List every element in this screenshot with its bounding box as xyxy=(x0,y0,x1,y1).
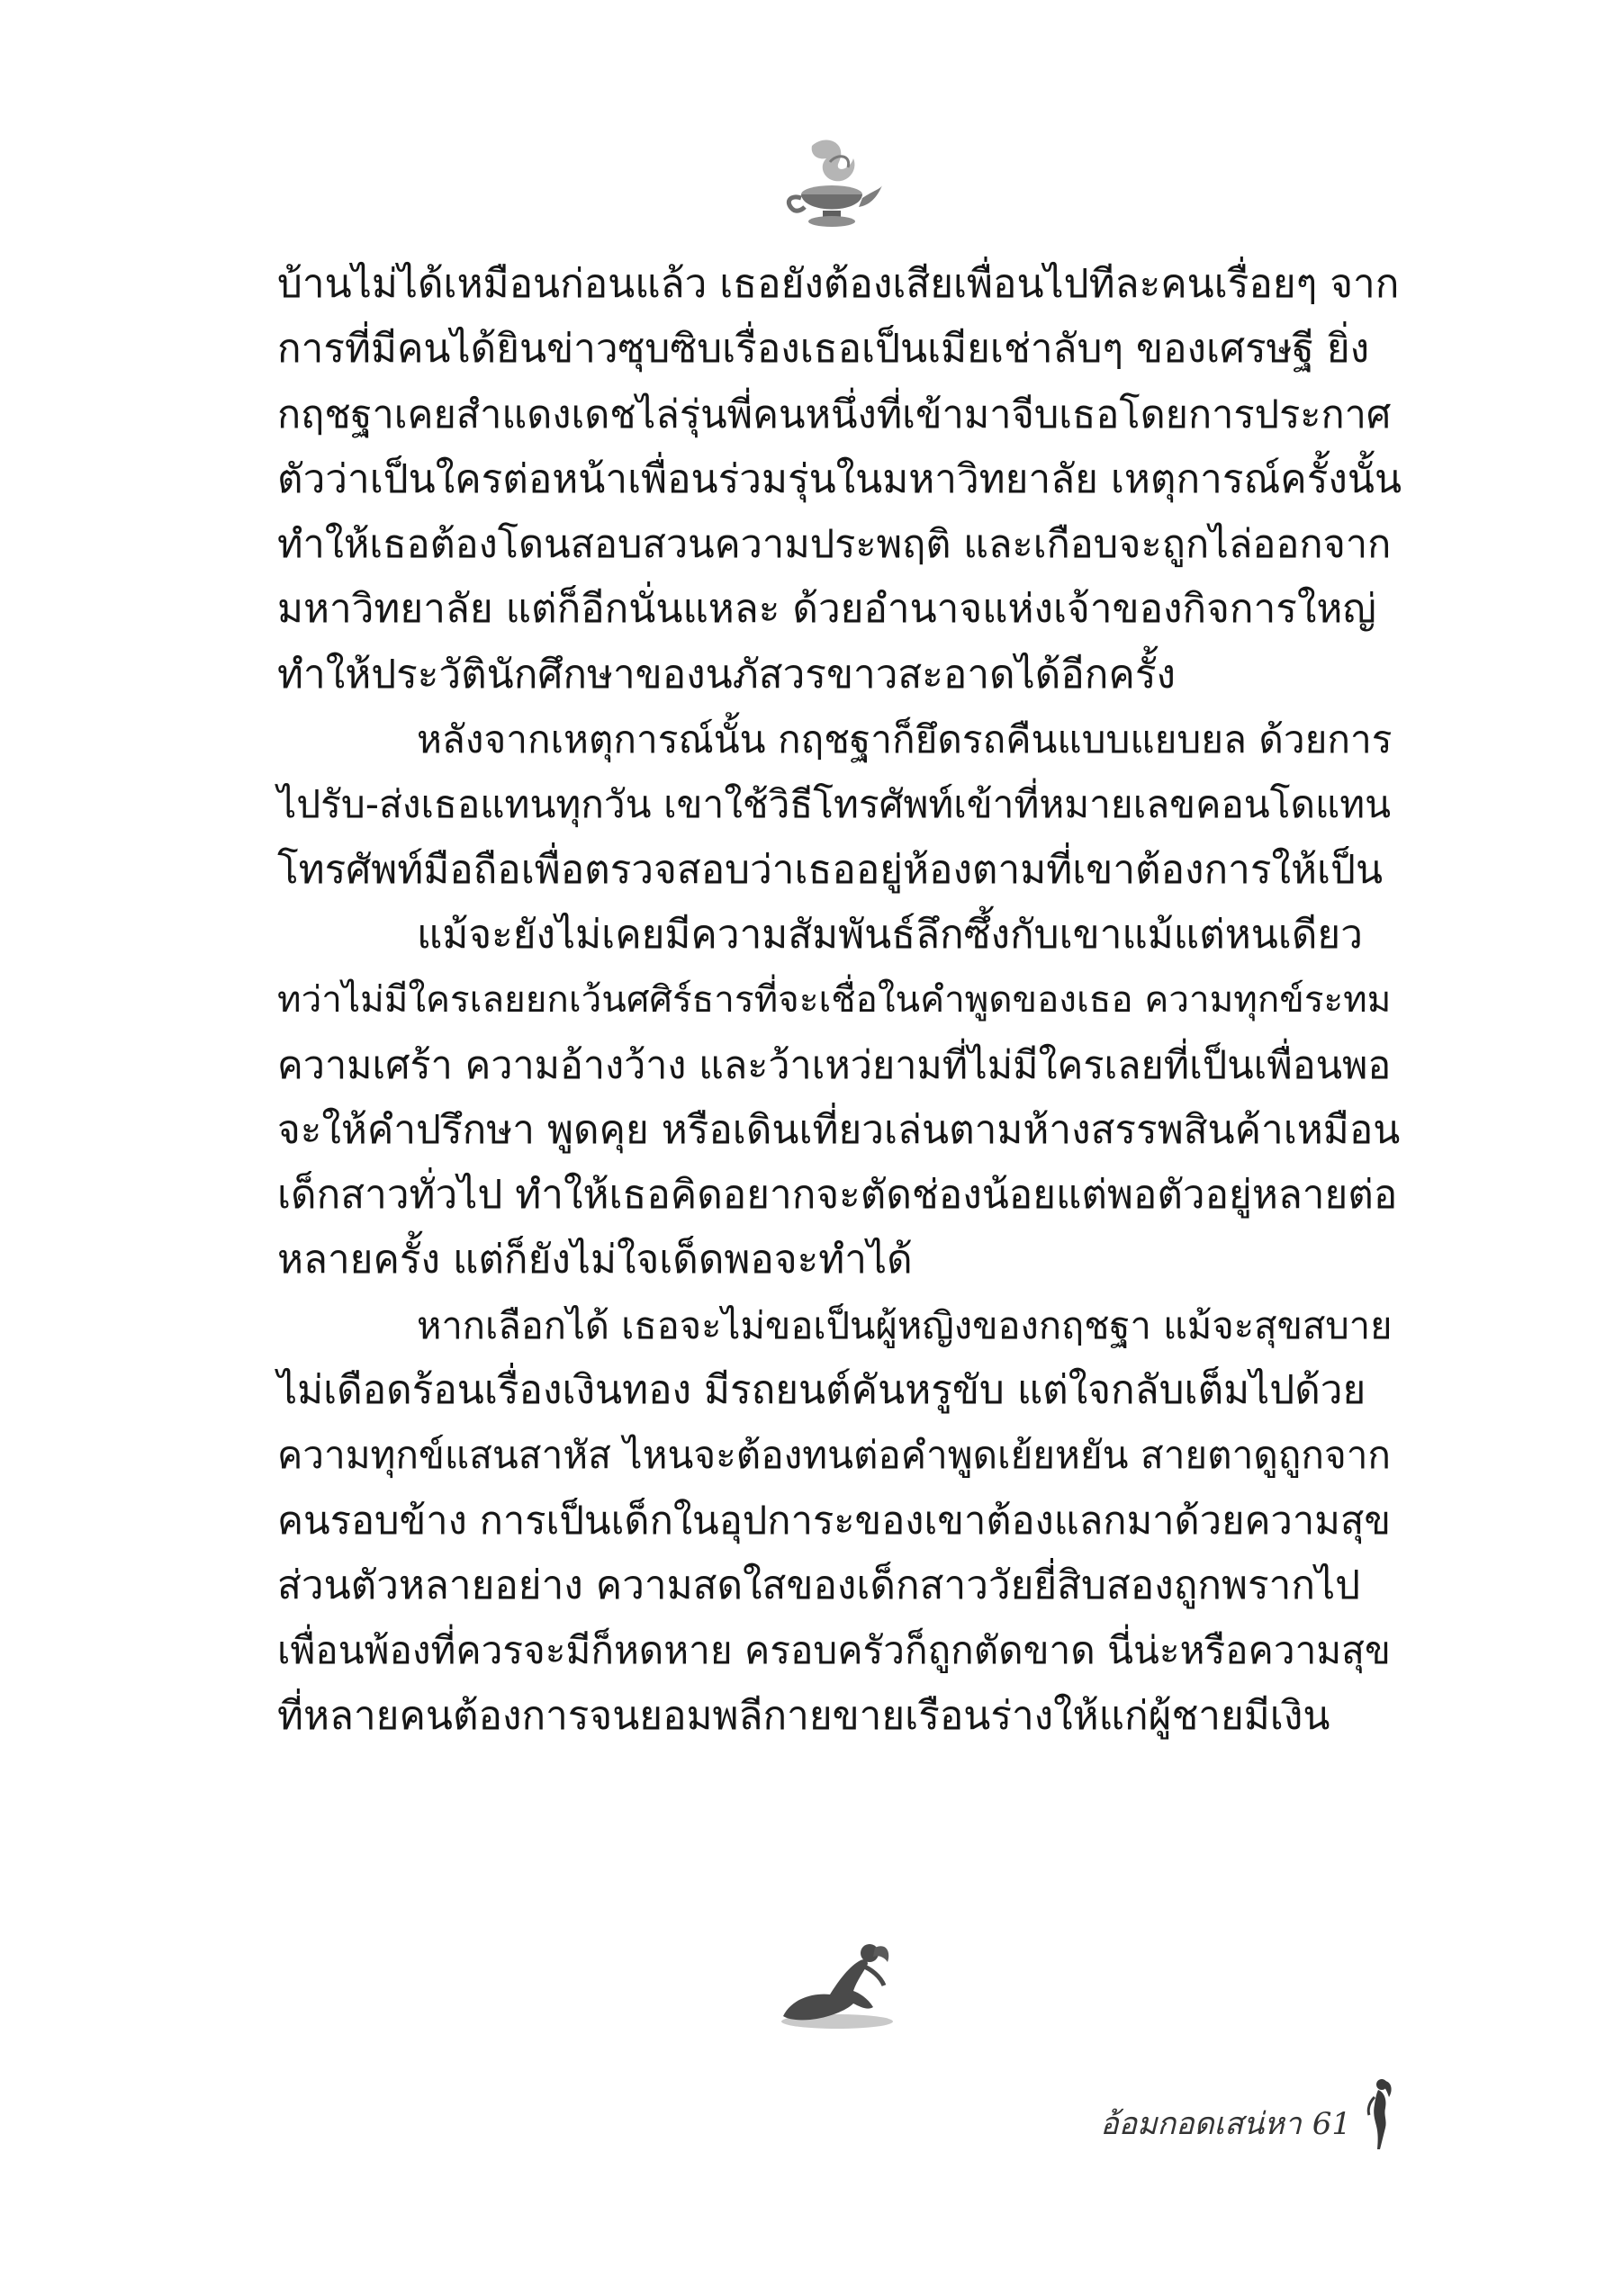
text-line: ทำให้ประวัตินักศึกษาของนภัสวรขาวสะอาดได้อีกครั้ง xyxy=(277,651,1176,698)
page-footer xyxy=(1100,2079,1398,2151)
body-text xyxy=(277,252,1402,1749)
text-line: โทรศัพท์มือถือเพื่อตรวจสอบว่าเธออยู่ห้องตามที่เขาต้องการให้เป็น xyxy=(277,846,1384,893)
text-line: ตัวว่าเป็นใครต่อหน้าเพื่อนร่วมรุ่นในมหาวิทยาลัย เหตุการณ์ครั้งนั้น xyxy=(277,455,1402,502)
text-line: ทว่าไม่มีใครเลยยกเว้นศศิร์ธารที่จะเชื่อในคำพูดของเธอ ความทุกข์ระทม xyxy=(277,978,1392,1022)
magic-lamp-icon xyxy=(776,135,884,243)
text-line: หลายครั้ง แต่ก็ยังไม่ใจเด็ดพอจะทำได้ xyxy=(277,1237,913,1283)
text-line: เพื่อนพ้องที่ควรจะมีก็หดหาย ครอบครัวก็ถูกตัดขาด นี่น่ะหรือความสุข xyxy=(277,1628,1391,1673)
text-line: แม้จะยังไม่เคยมีความสัมพันธ์ลึกซึ้งกับเขาแม้แต่หนเดียว xyxy=(417,911,1363,958)
page-number: 61 xyxy=(1312,2106,1351,2142)
text-line: ทำให้เธอต้องโดนสอบสวนความประพฤติ และเกือบจะถูกไล่ออกจาก xyxy=(277,522,1392,568)
text-line: ส่วนตัวหลายอย่าง ความสดใสของเด็กสาววัยยี่สิบสองถูกพรากไป xyxy=(277,1562,1361,1608)
text-line: คนรอบข้าง การเป็นเด็กในอุปการะของเขาต้องแลกมาด้วยความสุข xyxy=(277,1498,1392,1544)
text-line: ไม่เดือดร้อนเรื่องเงินทอง มีรถยนต์คันหรูขับ แต่ใจกลับเต็มไปด้วย xyxy=(277,1367,1366,1414)
text-line: มหาวิทยาลัย แต่ก็อีกนั่นแหละ ด้วยอำนาจแห่งเจ้าของกิจการใหญ่ xyxy=(277,586,1376,633)
text-line: หากเลือกได้ เธอจะไม่ขอเป็นผู้หญิงของกฤชฐา แม้จะสุขสบาย xyxy=(417,1302,1393,1347)
text-line: ความทุกข์แสนสาหัส ไหนจะต้องทนต่อคำพูดเย้ยหยัน สายตาดูถูกจาก xyxy=(277,1433,1392,1478)
text-line: หลังจากเหตุการณ์นั้น กฤชฐาก็ยึดรถคืนแบบแยบยล ด้วยการ xyxy=(417,717,1393,762)
reclining-woman-icon xyxy=(774,1935,900,2034)
standing-woman-icon xyxy=(1362,2077,1398,2151)
text-line: จะให้คำปรึกษา พูดคุย หรือเดินเที่ยวเล่นตามห้างสรรพสินค้าเหมือน xyxy=(277,1106,1401,1153)
book-title: อ้อมกอดเสน่หา xyxy=(1100,2106,1302,2142)
text-line: ไปรับ-ส่งเธอแทนทุกวัน เขาใช้วิธีโทรศัพท์เข้าที่หมายเลขคอนโดแทน xyxy=(277,782,1392,827)
text-line: ที่หลายคนต้องการจนยอมพลีกายขายเรือนร่างให้แก่ผู้ชายมีเงิน xyxy=(277,1692,1330,1739)
text-line: เด็กสาวทั่วไป ทำให้เธอคิดอยากจะตัดช่องน้อยแต่พอตัวอยู่หลายต่อ xyxy=(277,1172,1398,1219)
text-line: กฤชฐาเคยสำแดงเดชไล่รุ่นพี่คนหนึ่งที่เข้ามาจีบเธอโดยการประกาศ xyxy=(277,392,1392,437)
text-line: ความเศร้า ความอ้างว้าง และว้าเหว่ยามที่ไม่มีใครเลยที่เป็นเพื่อนพอ xyxy=(277,1042,1392,1088)
text-line: บ้านไม่ได้เหมือนก่อนแล้ว เธอยังต้องเสียเพื่อนไปทีละคนเรื่อยๆ จาก xyxy=(277,261,1400,307)
text-line: การที่มีคนได้ยินข่าวซุบซิบเรื่องเธอเป็นเมียเช่าลับๆ ของเศรษฐี ยิ่ง xyxy=(277,326,1370,373)
